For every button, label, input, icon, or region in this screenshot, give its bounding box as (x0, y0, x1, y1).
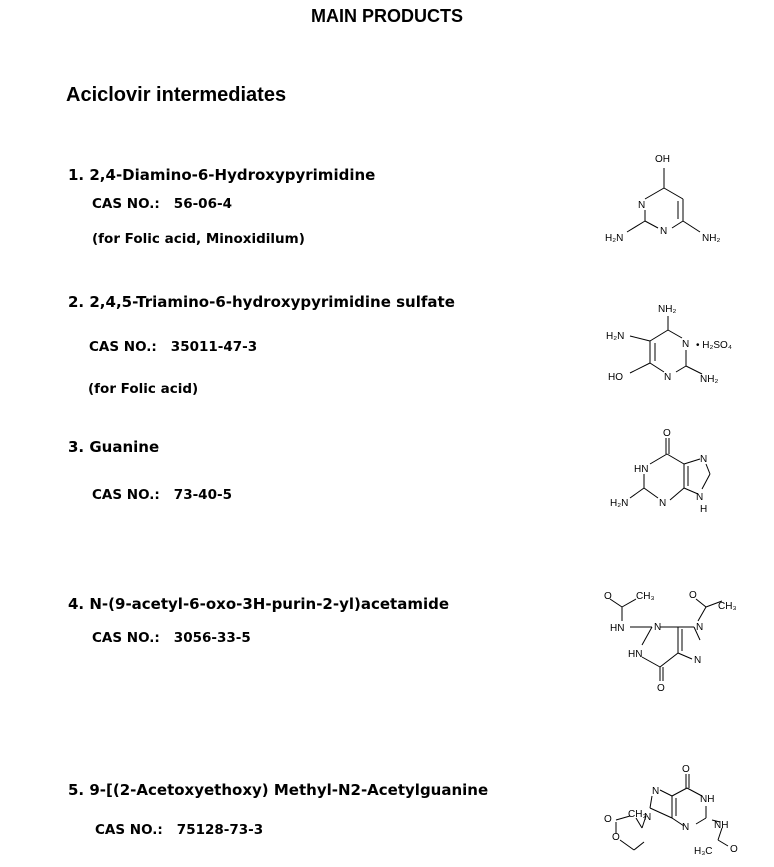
h3c-label: H₃C (694, 846, 713, 857)
nh2-label: NH₂ (658, 304, 677, 315)
ch3-label: CH₃ (718, 601, 737, 612)
n-label: N (638, 200, 646, 211)
cas-label: CAS NO.: (95, 822, 163, 838)
product-4-number: 4. (68, 595, 85, 613)
cas-label: CAS NO.: (92, 487, 160, 503)
product-2-note: (for Folic acid) (88, 381, 199, 397)
product-3-cas (92, 487, 232, 503)
n-label: N (652, 786, 660, 797)
h2n-label: H₂N (606, 331, 625, 342)
n-label: N (682, 822, 690, 833)
o-label: O (730, 844, 738, 855)
product-3-number: 3. (68, 438, 85, 456)
product-1-title (68, 166, 375, 184)
o-label: O (612, 832, 620, 843)
structure-5-image (600, 762, 750, 862)
cas-label: CAS NO.: (92, 196, 160, 212)
n-label: N (660, 226, 668, 237)
page-title: MAIN PRODUCTS (311, 6, 463, 26)
o-label: O (682, 764, 690, 775)
ch3-label: CH₃ (628, 809, 647, 820)
product-5-cas (95, 822, 263, 838)
n-label: N (694, 655, 702, 666)
hn-label: HN (634, 464, 649, 475)
structure-2-image (598, 300, 748, 390)
product-3-title (68, 438, 159, 456)
hn-label: HN (628, 649, 643, 660)
product-1-number: 1. (68, 166, 85, 184)
product-1-name: 2,4-Diamino-6-Hydroxypyrimidine (89, 166, 376, 184)
product-4-name: N-(9-acetyl-6-oxo-3H-purin-2-yl)acetamide (89, 595, 450, 613)
product-2-number: 2. (68, 293, 85, 311)
product-5-cas-value: 75128-73-3 (176, 822, 264, 838)
product-1-cas (92, 196, 232, 212)
product-4-cas (92, 630, 251, 646)
o-label: O (689, 590, 697, 601)
product-5-title (68, 781, 488, 799)
structure-1-image (595, 148, 735, 253)
structure-4-image (600, 585, 745, 695)
product-2-cas (89, 339, 257, 355)
nh2-label: NH₂ (700, 374, 719, 385)
product-5-name: 9-[(2-Acetoxyethoxy) Methyl-N2-Acetylguanine (89, 781, 489, 799)
section-title: Aciclovir intermediates (66, 84, 287, 106)
n-label: N (682, 339, 690, 350)
salt-label: • H₂SO₄ (696, 340, 732, 351)
h-label: H (700, 504, 708, 515)
n-label: N (696, 492, 704, 503)
product-3-cas-value: 73-40-5 (173, 487, 232, 503)
nh2-label: NH₂ (702, 233, 721, 244)
structure-3-image (608, 426, 728, 521)
n-label: N (644, 812, 652, 823)
n-label: N (659, 498, 667, 509)
product-5-number: 5. (68, 781, 85, 799)
product-4-title (68, 595, 449, 613)
cas-label: CAS NO.: (92, 630, 160, 646)
o-label: O (604, 814, 612, 825)
h2n-label: H₂N (610, 498, 629, 509)
product-1-cas-value: 56-06-4 (173, 196, 232, 212)
nh-label: NH (700, 794, 715, 805)
n-label: N (696, 622, 704, 633)
oh-label: OH (655, 154, 670, 165)
o-label: O (657, 683, 665, 694)
nh-label: NH (714, 820, 729, 831)
product-2-title (68, 293, 455, 311)
n-label: N (654, 622, 662, 633)
ho-label: HO (608, 372, 623, 383)
hn-label: HN (610, 623, 625, 634)
ch3-label: CH₃ (636, 591, 655, 602)
product-1-note: (for Folic acid, Minoxidilum) (92, 231, 305, 247)
o-label: O (604, 591, 612, 602)
n-label: N (700, 454, 708, 465)
product-2-name: 2,4,5-Triamino-6-hydroxypyrimidine sulfate (89, 293, 455, 311)
nh2-label: H₂N (605, 233, 624, 244)
o-label: O (663, 428, 671, 439)
cas-label: CAS NO.: (89, 339, 157, 355)
n-label: N (664, 372, 672, 383)
product-4-cas-value: 3056-33-5 (173, 630, 251, 646)
product-3-name: Guanine (89, 438, 160, 456)
product-2-cas-value: 35011-47-3 (170, 339, 258, 355)
